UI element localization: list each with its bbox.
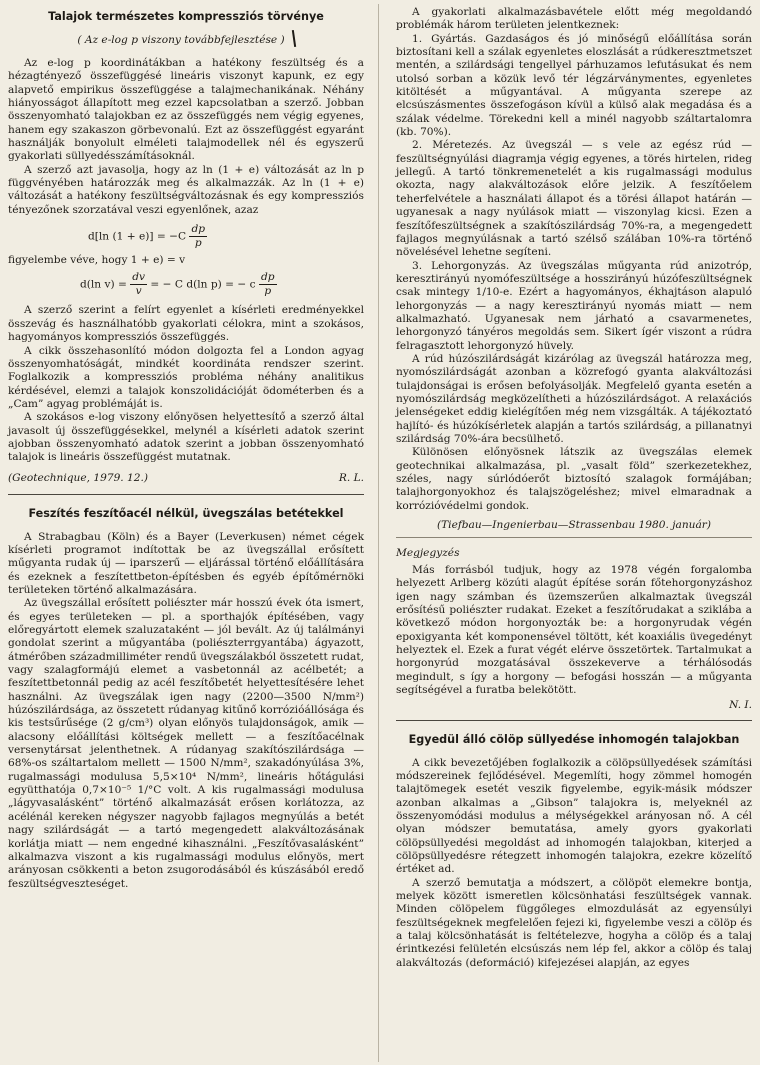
- article2-source: (Tiefbau—Ingenierbau—Strassenbau 1980. január): [436, 519, 711, 532]
- article1-source: (Geotechnique, 1979. 12.): [8, 471, 149, 484]
- article1-para-4: A szerző szerint a felírt egyenlet a kísérleti eredményekkel összevág és használhatóbb gyakorlati célokra, mint a szokásos, hagyományos kompressziós összefüggés.: [8, 304, 364, 344]
- article2-cont-para-4: 3. Lehorgonyzás. Az üvegszálas műgyanta rúd anizotróp, keresztirányú nyomófeszültsége a hosszirányú húzófeszültségnek csak mintegy 1/10-e. Ezért a hagyományos, ékhajtáson alapuló lehorgonyzás — a nagy keresztirányú nyomás miatt — nem alkalmazható. Ugyanesak nem járható a csavarmenetes, lehorgonyzó tányéros megoldás sem. Sikert ígér viszont a rúdra felragasztott lehorgonyzó hüvely.: [396, 259, 752, 352]
- column-divider: [378, 4, 379, 1062]
- note-initials: N. I.: [729, 698, 752, 711]
- article1-para-3: figyelembe véve, hogy 1 + e) = v: [8, 254, 186, 267]
- note-para-1: Más forrásból tudjuk, hogy az 1978 végén forgalomba helyezett Arlberg közúti alagút építése során főtehorgonyzáshoz igen nagy számban és üzemszerűen alkalmaztak üvegszál erősítésű poliészter rudakat. Ezeket a feszítőrudakat a sziklába a következő módon horgonyozták be: a horgonyrudak végén epoxigyanta két komponensével töltött, két koaxiális üvegedényt helyeztek el. Ezek a furat végét elérve összetörtek. Tartalmukat a horgonyrúd mozgatásával összekeverve a térhálósodás megindult, s így a horgony — befogási hosszán — a műgyanta segítségével a furatba belekötött.: [396, 564, 752, 697]
- left-column: [8, 0, 364, 891]
- article2-para-1: A Strabagbau (Köln) és a Bayer (Leverkusen) német cégek kísérleti programot indítottak be az üvegszállal erősített műgyanta rudak új — iparszerű — eljárással történő előállítására és ezeknek a feszítettbeton-építésben és egyéb építőmérnöki területeken történő alkalmazására.: [8, 530, 364, 596]
- article2-cont-para-2: 1. Gyártás. Gazdaságos és jó minőségű előállítása során biztosítani kell a szálak egyenletes eloszlását a rúdkeresztmetszet mentén, a szilárdsági tengellyel párhuzamos lefutásukat és nem utolsó sorban a közük levő tér légzárványmentes, egyenletes kitöltését a műgyantával. A műgyanta szerepe az elcsúszásmentes összefogáson kívül a külső alak megadása és a szálak védelme. Törekedni kell a minél nagyobb száltartalomra (kb. 70%).: [396, 32, 752, 139]
- article3-para-2: A szerző bemutatja a módszert, a cölöpöt elemekre bontja, melyek között ismeretlen kölcsönhatási feszültségek vannak. Minden cölöpelem függőleges elmozdulását az egyensúlyi feszültségeknek megfelelően fejezi ki, figyelembe veszi a cölöp és a talaj kölcsönhatását is feltételezve, hogyha a cölöp és a talaj érintkezési felületén elcsúszás nem lép fel, akkor a cölöp és talaj alakváltozás (deformáció) kifejezései alapján, az egyes: [396, 876, 752, 969]
- formula-1-den: p: [194, 237, 202, 250]
- formula-2-mid: = − C d(ln p) = − c: [150, 278, 256, 291]
- formula-2-fraction-1: [130, 271, 147, 298]
- article2-title: Feszítés feszítőacél nélkül, üvegszálas betétekkel: [28, 506, 344, 520]
- formula-2-fraction-2: [259, 271, 277, 298]
- article1-subtitle-text: ( Az e-log p viszony továbbfejlesztése ): [77, 34, 285, 46]
- formula-1-lhs: d[ln (1 + e)] = −C: [88, 230, 187, 243]
- formula-2-den-2: p: [264, 285, 272, 298]
- article2-source-line: [396, 518, 752, 532]
- article2-cont-para-3: 2. Méretezés. Az üvegszál — s vele az egész rúd — feszültségnyúlási diagramja végig egyenes, a törés hirtelen, rideg jellegű. A tartó tönkremenetelét a kis rugalmassági modulus okozta, nagy alakváltozások előre jelzik. A feszítőelem teherfelvétele a használati állapot és a törési állapot határán — ugyanesak a nagy nyúlások miatt — viszonylag kicsi. Ezen a feszítőfeszültségnek a szakítószilárdság 70%-ra, a megengedett fajlagos megnyúlásnak a tartó szélső szálában 10%-ra történő növelésével lehetne segíteni.: [396, 139, 752, 259]
- article1-subtitle: [8, 30, 364, 47]
- note-heading: Megjegyzés: [396, 547, 460, 560]
- formula-2-lhs: d(ln v) =: [80, 278, 127, 291]
- article2-cont-para-5: A rúd húzószilárdságát kizárólag az üvegszál határozza meg, nyomószilárdságát azonban a közrefogó gyanta alakváltozási tulajdonságai is erősen befolyásolják. Megfelelő gyanta esetén a nyomószilárdság megközelítheti a húzószilárdságot. A relaxációs jelenségeket eddig kielégítően még nem vizsgálták. A tájékoztató hajlító- és húzókísérletek alapján a tartós szilárdság, a pillanatnyi szilárdság 70%-ára becsülhető.: [396, 352, 752, 445]
- formula-1: [8, 223, 364, 250]
- formula-2-den-1: v: [135, 285, 142, 298]
- article2-cont-para-6: Különösen előnyösnek látszik az üvegszálas elemek geotechnikai alkalmazása, pl. „vasalt föld” szerkezetekhez, széles, nagy súrlódóerőt biztosító szalagok formájában; talajhorgonyokhoz és talajszögeléshez; mivel elmaradnak a korrózióvédelmi gondok.: [396, 446, 752, 512]
- formula-1-fraction: [189, 223, 207, 250]
- article1-para-2: A szerző azt javasolja, hogy az ln (1 + e) változását az ln p függvényében határozzák meg és alkalmazzák. Az ln (1 + e) változását a hatékony feszültségváltozásnak és egy kompressziós tényezőnek szorzatával veszi egyenlőnek, azaz: [8, 163, 364, 216]
- formula-1-num: dp: [191, 223, 206, 236]
- article1-para-6: A szokásos e-log viszony előnyösen helyettesítő a szerző által javasolt új összefüggésekkel, melynél a kísérleti adatok szerint ajobban összenyomható adatok szerint a jobban összenyomható talajok is lineáris összefüggést mutatnak.: [8, 411, 364, 464]
- article1-source-line: [8, 471, 364, 485]
- article2-cont-para-1: A gyakorlati alkalmazásbavétele előtt még megoldandó problémák három területen jelentkeznek:: [396, 6, 752, 32]
- article2-para-2: Az üvegszállal erősített poliészter már hosszú évek óta ismert, és egyes területeken — pl. a sporthajók építésében, vagy előregyártott elemek szaluzataként — jól bevált. Az új találmányi gondolat szerint a műgyantába (poliészterrgyantába) ágyazott, átmérőben századmilliméter rendű üvegszálakból összetett rudat, vagy szalagformájú elemet a vasbetonnál az acélbetét; a feszítettbetonnál pedig az acél feszítőbetét helyettesítésére lehet használni. Az üvegszálak igen nagy (2200—3500 N/mm²) húzószilárdsága, az összetett rúdanyag kitűnő korrózióállósága és kis testsűrűsége (2 g/cm³) olyan előnyös tulajdonságok, amik — alacsony előállítási költségek mellett — a feszítőacélnak versenytársat jelenthetnek. A rúdanyag szakítószilárdsága — 68%-os száltartalom mellett — 1500 N/mm², szakadónyúlása 3%, rugalmassági modulusa 5,5×10⁴ N/mm², lineáris hőtágulási együtthatója 0,7×10⁻⁵ 1/°C volt. A kis rugalmassági modulusa „lágyvasalásként” történő alkalmazását erősen korlátozza, az acélénál kereken négyszer nagyobb fajlagos megnyúlás a betét nagy szilárdságát — a tartó megengedett alakváltozásának korlátja miatt — nem engedné kihasználni. „Feszítővasalásként” alkalmazva viszont a kis rugalmassági modulus előnyös, mert arányosan csökkenti a beton zsugorodásából és kúszásából eredő feszültségveszteséget.: [8, 597, 364, 890]
- article1-para-5: A cikk összehasonlító módon dolgozta fel a London agyag összenyomhatóságát, mindkét koordináta rendszer szerint. Foglalkozik a kompressziós probléma néhány analitikus kérdésével, elemzi a talajok konszolidációját ödométerben és a „Cam” agyag problémáját is.: [8, 344, 364, 410]
- formula-2: [8, 271, 364, 298]
- formula-2-num-1: dv: [132, 271, 146, 284]
- formula-2-num-2: dp: [260, 271, 275, 284]
- article3-title: Egyedül álló cölöp süllyedése inhomogén talajokban: [408, 732, 740, 746]
- article3-para-1: A cikk bevezetőjében foglalkozik a cölöpsüllyedések számítási módszereinek fejlődésével. Megemlíti, hogy zömmel homogén talajtömegek esetét veszik figyelembe, egyik-másik módszer azonban alkalmas a „Gibson” talajokra is, melyeknél az összenyomódási modulus a mélységekkel arányosan nő. A cél olyan módszer bemutatása, amely gyors gyakorlati cölöpsüllyedési megoldást ad inhomogén talajokban, kiterjed a cölöpsüllyedésre rétegzett inhomogén talajokra, ezekre közelítő értéket ad.: [396, 756, 752, 876]
- article1-title: Talajok természetes kompressziós törvénye: [48, 10, 324, 23]
- article1-para-1: Az e-log p koordinátákban a hatékony feszültség és a hézagtényező összefüggésé lineáris viszonyt kapunk, ez egy alapvető empirikus összefüggése a talajmechanikának. Néhány hiányosságot állapított meg ezzel kapcsolatban a szerző. Jobban összenyomható talajokban ez az összefüggés nem végig egyenes, hanem egy szakaszon görbevonalú. Ezt az összefüggést egyaránt használják bonyolult elméleti talajmodellek nél és egyszerű gyakorlati süllyedésszámításoknál.: [8, 57, 364, 163]
- margin-mark: [291, 30, 295, 47]
- right-column: [396, 0, 752, 970]
- article1-initials: R. L.: [338, 471, 364, 484]
